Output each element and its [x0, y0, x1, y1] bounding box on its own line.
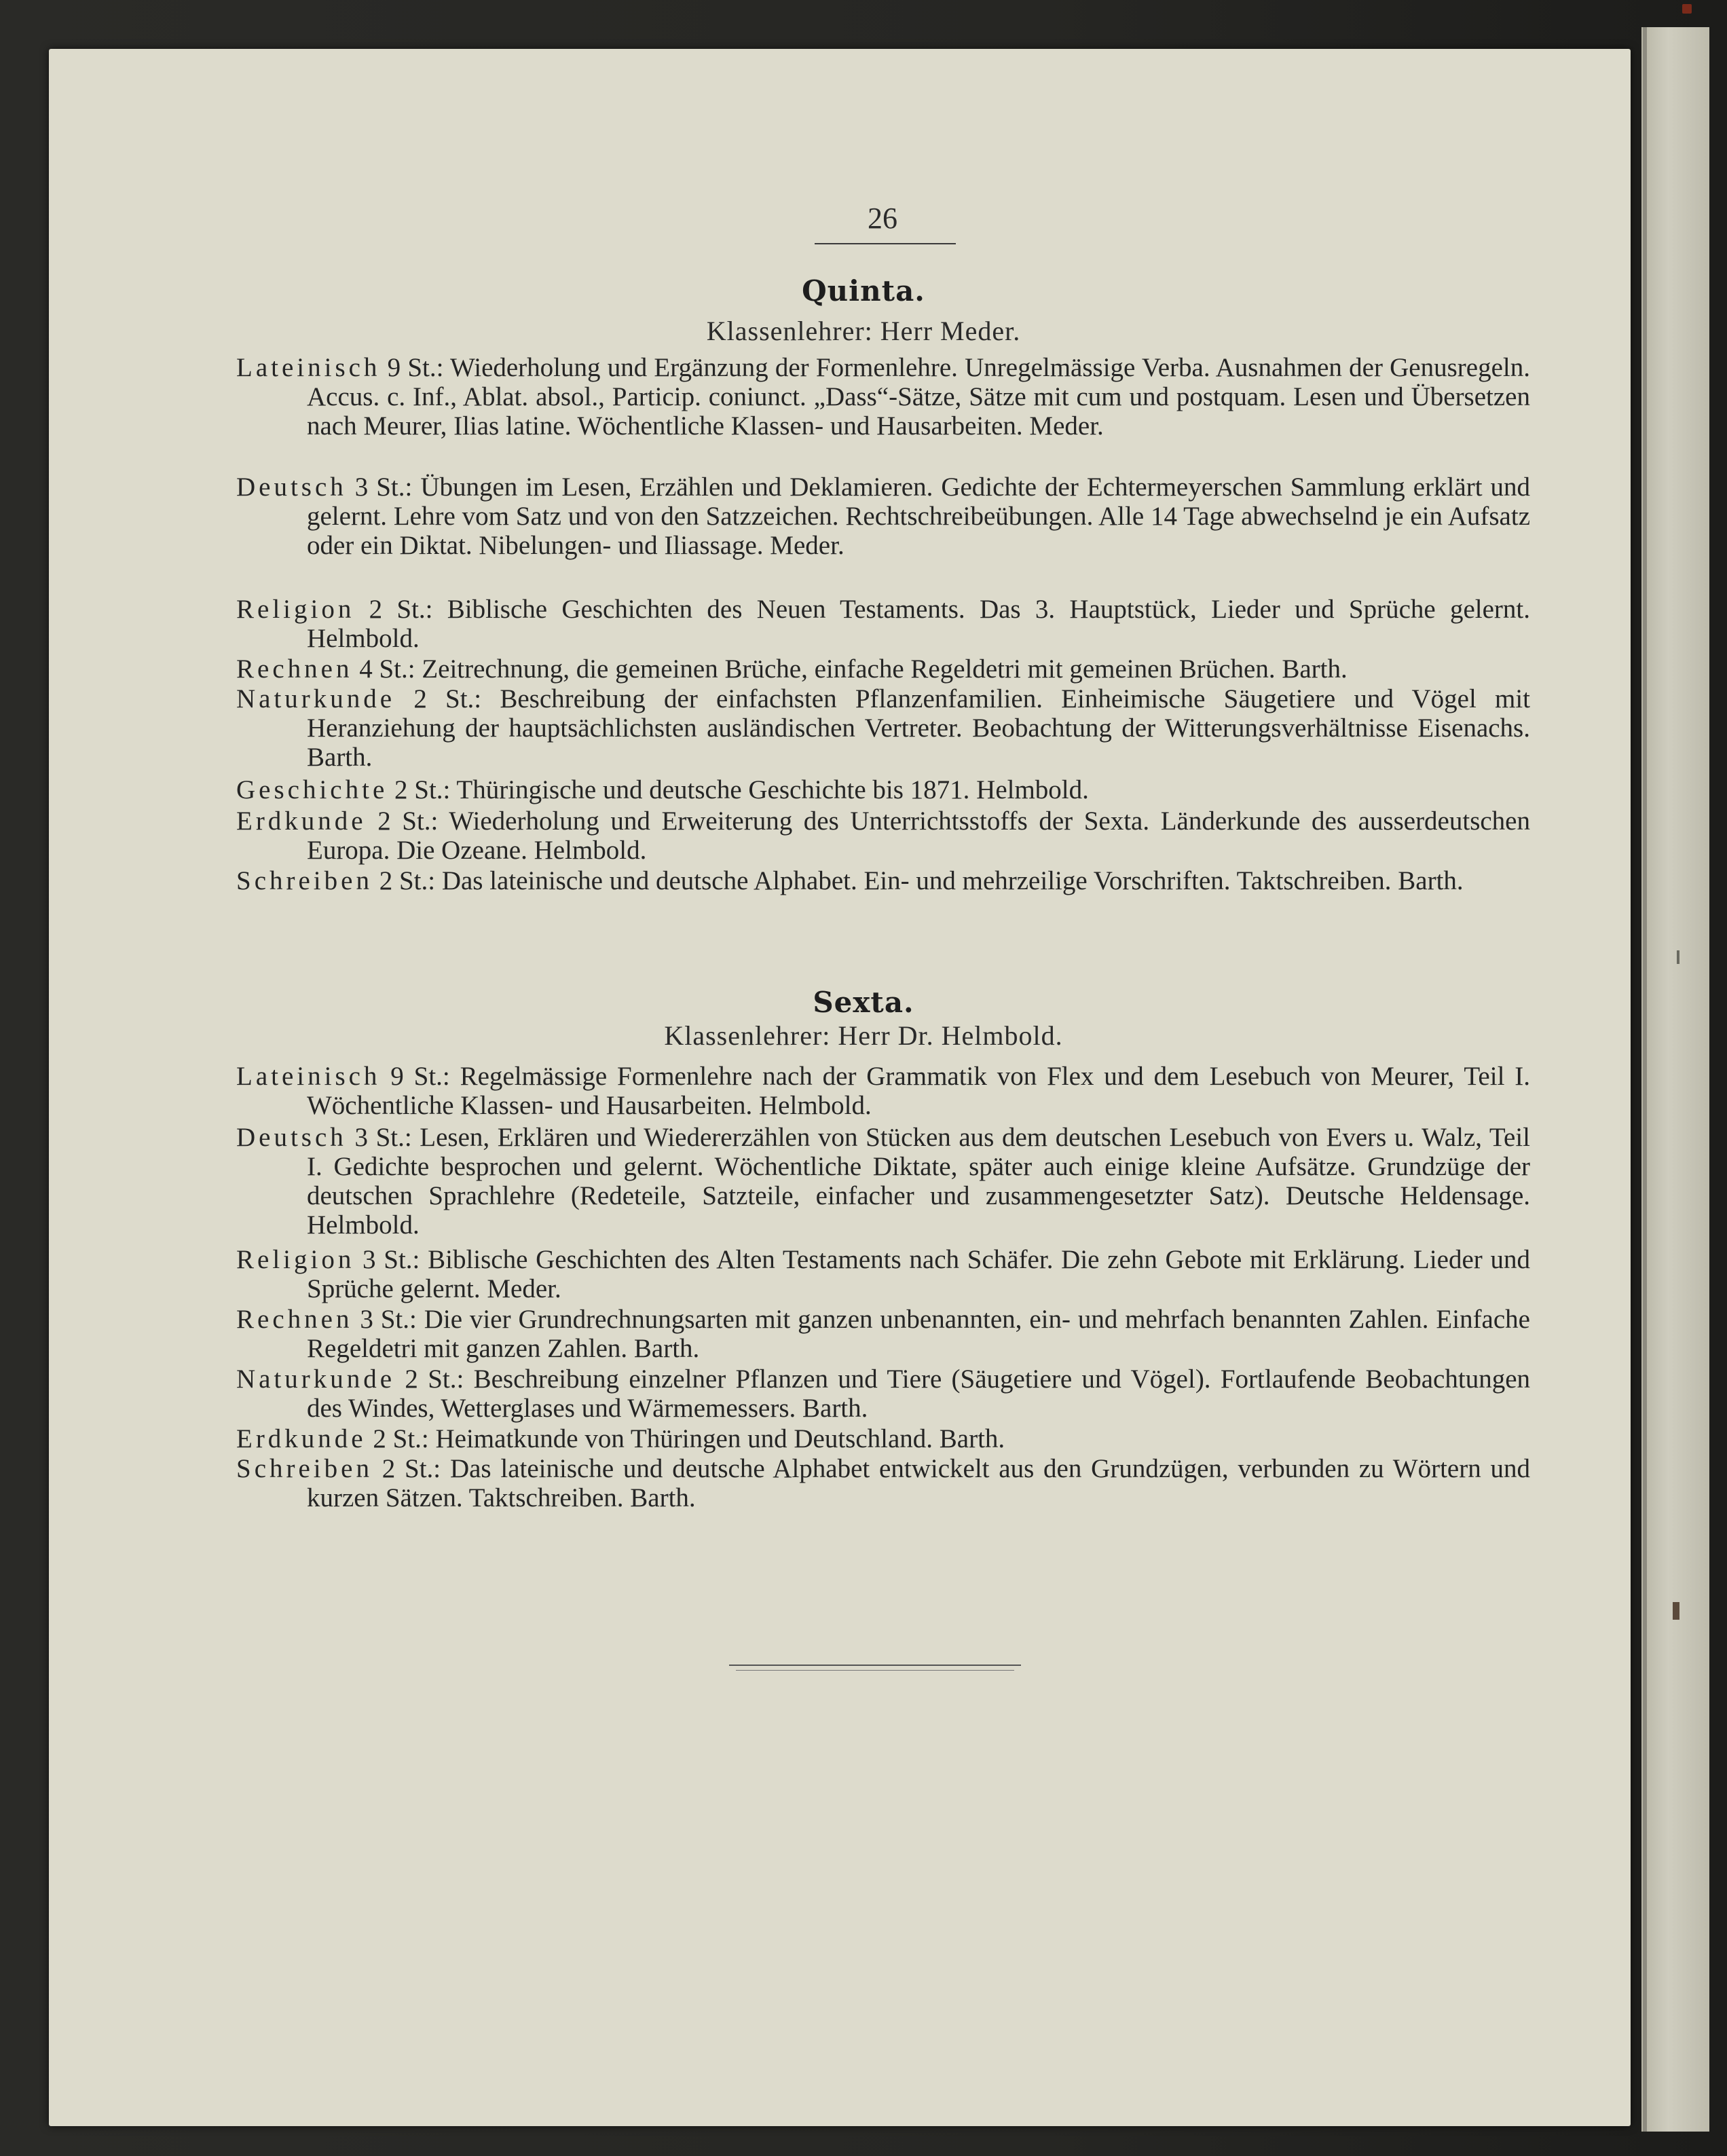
quinta-entry-schreiben — [236, 866, 1530, 895]
entry-text: 2 St.: Das lateinische und deutsche Alphabet. Ein- und mehrzeilige Vorschriften. Taktschreiben. Barth. — [372, 866, 1464, 895]
entry-text: 2 St.: Biblische Geschichten des Neuen Testaments. Das 3. Hauptstück, Lieder und Sprüche gelernt. Helmbold. — [307, 595, 1530, 653]
entry-text: 3 St.: Übungen im Lesen, Erzählen und Deklamieren. Gedichte der Echtermeyerschen Sammlung erklärt und gelernt. Lehre vom Satz und von den Satzzeichen. Rechtschreibeübungen. Alle 14 Tage abwechselnd je ein Aufsatz oder ein Diktat. Nibelungen- und Iliassage. Meder. — [307, 472, 1530, 560]
subject-label: Religion — [236, 595, 355, 624]
entry-text: 9 St.: Wiederholung und Ergänzung der Formenlehre. Unregelmässige Verba. Ausnahmen der Genusregeln. Accus. c. Inf., Ablat. absol., Particip. coniunct. „Dass“-Sätze, Sätze mit cum und postquam. Lesen und Übersetzen nach Meurer, Ilias latine. Wöchentliche Klassen- und Hausarbeiten. Meder. — [307, 353, 1530, 441]
subject-label: Erdkunde — [236, 806, 367, 836]
entry-text: 3 St.: Biblische Geschichten des Alten Testaments nach Schäfer. Die zehn Gebote mit Erklärung. Lieder und Sprüche gelernt. Meder. — [307, 1245, 1530, 1303]
entry-text: 2 St.: Thüringische und deutsche Geschichte bis 1871. Helmbold. — [388, 775, 1089, 804]
entry-text: 2 St.: Beschreibung der einfachsten Pflanzenfamilien. Einheimische Säugetiere und Vögel mit Heranziehung der hauptsächlichsten ausländischen Vertreter. Beobachtung der Witterungsverhältnisse Eisenachs. Barth. — [307, 684, 1530, 772]
entry-text: 3 St.: Die vier Grundrechnungsarten mit ganzen unbenannten, ein- und mehrfach benannten Zahlen. Einfache Regeldetri mit ganzen Zahlen. Barth. — [307, 1305, 1530, 1363]
closing-rule-inner — [736, 1670, 1014, 1671]
sexta-entry-lateinisch — [236, 1062, 1530, 1120]
quinta-entry-geschichte — [236, 775, 1530, 804]
subject-label: Geschichte — [236, 775, 388, 804]
entry-text: 3 St.: Lesen, Erklären und Wiedererzählen von Stücken aus dem deutschen Lesebuch von Evers u. Walz, Teil I. Gedichte besprochen und gelernt. Wöchentliche Diktate, später auch einige kleine Aufsätze. Grundzüge der deutschen Sprachlehre (Redeteile, Satzteile, einfacher und zusammengesetzter Satz). Deutsche Heldensage. Helmbold. — [307, 1123, 1530, 1240]
sexta-entry-religion — [236, 1245, 1530, 1303]
sexta-entry-naturkunde — [236, 1364, 1530, 1423]
subject-label: Naturkunde — [236, 1364, 396, 1394]
entry-text: 9 St.: Regelmässige Formenlehre nach der Grammatik von Flex und dem Lesebuch von Meurer, Teil I. Wöchentliche Klassen- und Hausarbeiten. Helmbold. — [307, 1062, 1530, 1120]
margin-mark — [1677, 950, 1679, 964]
subject-label: Deutsch — [236, 472, 347, 502]
class-teacher-sexta: Klassenlehrer: Herr Dr. Helmbold. — [664, 1020, 1063, 1051]
quinta-entry-religion — [236, 595, 1530, 653]
quinta-entry-deutsch — [236, 472, 1530, 560]
subject-label: Lateinisch — [236, 1062, 381, 1091]
quinta-entry-erdkunde — [236, 806, 1530, 865]
corner-mark — [1682, 4, 1692, 14]
page-number: 26 — [868, 202, 897, 235]
sexta-entry-schreiben — [236, 1454, 1530, 1512]
closing-rule — [729, 1665, 1021, 1666]
entry-text: 2 St.: Beschreibung einzelner Pflanzen und Tiere (Säugetiere und Vögel). Fortlaufende Beobachtungen des Windes, Wetterglases und Wärmemessers. Barth. — [307, 1364, 1530, 1423]
subject-label: Naturkunde — [236, 684, 396, 713]
section-title-quinta: Quinta. — [802, 274, 925, 308]
subject-label: Rechnen — [236, 1305, 353, 1334]
quinta-entry-lateinisch — [236, 353, 1530, 441]
subject-label: Erdkunde — [236, 1424, 367, 1453]
class-teacher-quinta: Klassenlehrer: Herr Meder. — [706, 316, 1021, 346]
entry-text: 4 St.: Zeitrechnung, die gemeinen Brüche, einfache Regeldetri mit gemeinen Brüchen. Barth. — [352, 654, 1348, 684]
quinta-entry-rechnen — [236, 654, 1530, 684]
section-title-sexta: Sexta. — [813, 986, 914, 1019]
quinta-entry-naturkunde — [236, 684, 1530, 772]
subject-label: Religion — [236, 1245, 355, 1274]
bookmark-tab — [1673, 1602, 1679, 1620]
subject-label: Rechnen — [236, 654, 353, 684]
entry-text: 2 St.: Das lateinische und deutsche Alphabet entwickelt aus den Grundzügen, verbunden zu Wörtern und kurzen Sätzen. Taktschreiben. Barth. — [307, 1454, 1530, 1512]
page-number-rule — [815, 243, 956, 244]
sexta-entry-deutsch — [236, 1123, 1530, 1240]
subject-label: Deutsch — [236, 1123, 347, 1152]
sexta-entry-rechnen — [236, 1305, 1530, 1363]
subject-label: Schreiben — [236, 1454, 373, 1483]
entry-text: 2 St.: Wiederholung und Erweiterung des Unterrichtsstoffs der Sexta. Länderkunde des ausserdeutschen Europa. Die Ozeane. Helmbold. — [307, 806, 1530, 865]
sexta-entry-erdkunde — [236, 1424, 1530, 1453]
subject-label: Schreiben — [236, 866, 373, 895]
subject-label: Lateinisch — [236, 353, 381, 382]
entry-text: 2 St.: Heimatkunde von Thüringen und Deutschland. Barth. — [366, 1424, 1005, 1453]
